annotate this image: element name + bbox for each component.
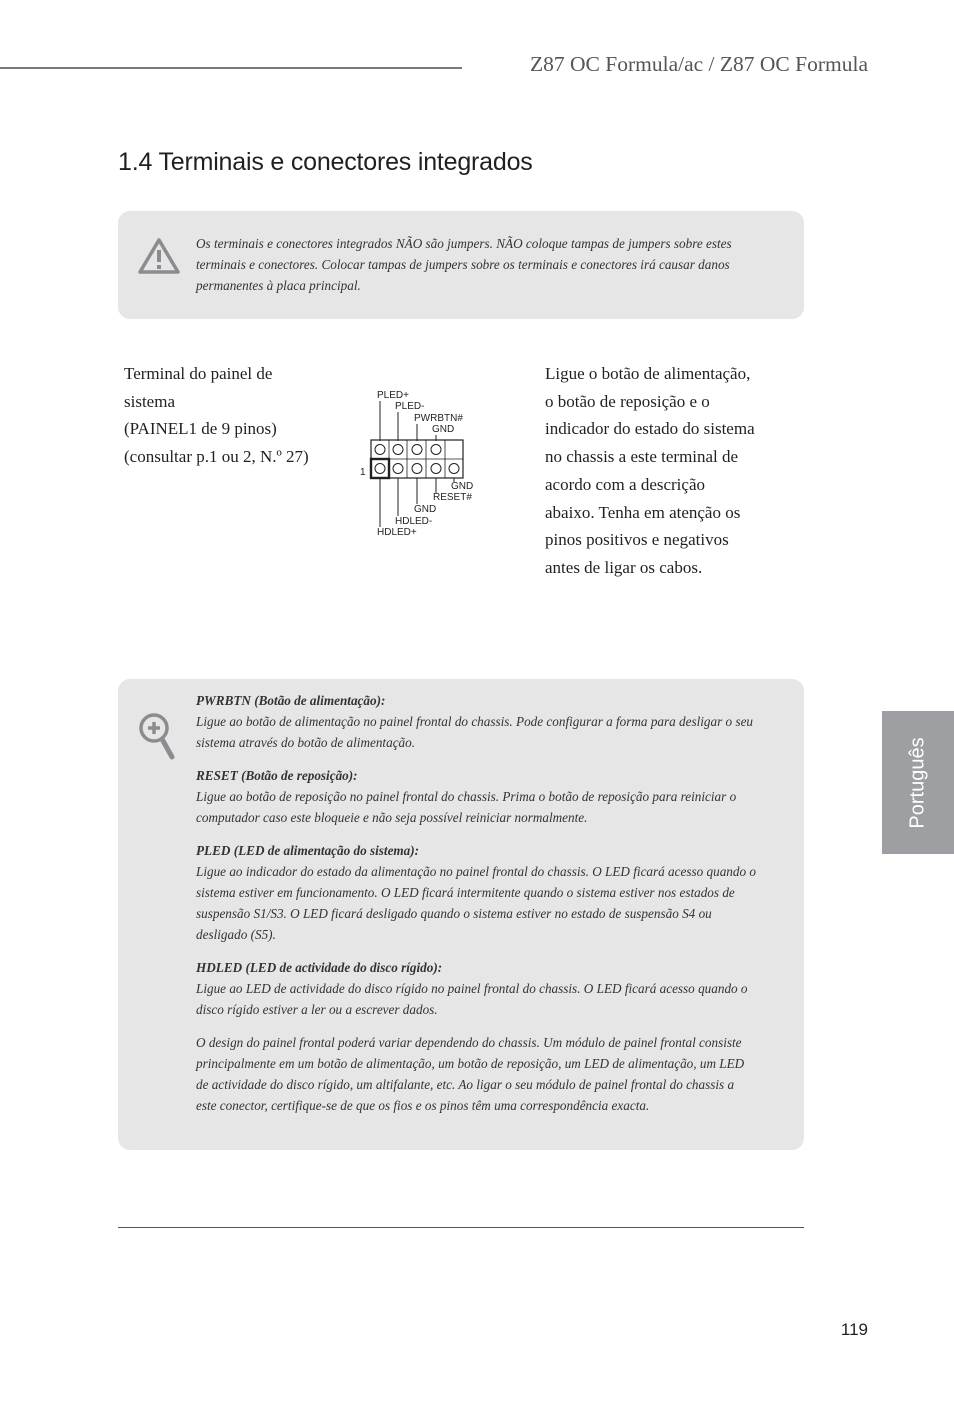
panel-header-pin-diagram xyxy=(355,385,485,545)
label-pled-plus: PLED+ xyxy=(377,390,409,401)
header-description-line: (PAINEL1 de 9 pinos) xyxy=(124,419,277,439)
header-description-line: (consultar p.1 ou 2, N.º 27) xyxy=(124,447,309,467)
note-body: Ligue ao indicador do estado da alimentação no painel frontal do chassis. O LED ficará acesso quando o sistema estiver em funcionamento. O LED ficará intermitente quando o sistema estiver nos estados de suspensão S1/S3. O LED ficará desligado quando o sistema estiver no estado de suspensão S4 ou desligado (S5). xyxy=(196,864,756,942)
warning-text: Os terminais e conectores integrados NÃO são jumpers. NÃO coloque tampas de jumpers sobre estes terminais e conectores. Colocar tampas de jumpers sobre os terminais e conectores irá causar danos permanentes à placa principal. xyxy=(196,236,732,293)
note-body: Ligue ao botão de reposição no painel frontal do chassis. Prima o botão de reposição para reiniciar o computador caso este bloqueie e não seja possível reiniciar normalmente. xyxy=(196,789,737,825)
header-description-line: sistema xyxy=(124,391,175,411)
label-pwrbtn: PWRBTN# xyxy=(414,413,463,424)
note-item-pled xyxy=(196,840,756,945)
label-reset: RESET# xyxy=(433,492,472,503)
note-item-hdled xyxy=(196,957,756,1020)
header-description xyxy=(124,360,354,471)
header-rule xyxy=(0,67,462,69)
note-content xyxy=(196,690,756,1128)
section-title: 1.4 Terminais e conectores integrados xyxy=(118,148,533,176)
page-number: 119 xyxy=(840,1320,868,1339)
note-body: Ligue ao botão de alimentação no painel frontal do chassis. Pode configurar a forma para desligar o seu sistema através do botão de alimentação. xyxy=(196,714,754,750)
label-gnd-bottom: GND xyxy=(414,504,437,515)
label-hdled-minus: HDLED- xyxy=(395,516,433,527)
label-pled-minus: PLED- xyxy=(395,401,425,412)
note-heading: PWRBTN (Botão de alimentação): xyxy=(196,693,386,708)
note-closing: O design do painel frontal poderá variar dependendo do chassis. Um módulo de painel frontal consiste principalmente em um botão de alimentação, um botão de reposição, um LED de alimentação, um LED de actividade do disco rígido, um altifalante, etc. Ao ligar o seu módulo de painel frontal do chassis a este conector, certifique-se de que os fios e os pinos têm uma correspondência exacta. xyxy=(196,1035,745,1113)
note-item-reset xyxy=(196,765,756,828)
language-label: Português xyxy=(906,736,929,829)
manual-title: Z87 OC Formula/ac / Z87 OC Formula xyxy=(530,52,868,76)
note-heading: PLED (LED de alimentação do sistema): xyxy=(196,843,420,858)
label-gnd-bottom-right: GND xyxy=(451,481,474,492)
header-description-line: Terminal do painel de xyxy=(124,364,273,383)
note-heading: HDLED (LED de actividade do disco rígido): xyxy=(196,960,443,975)
connection-instructions: Ligue o botão de alimentação, o botão de reposição e o indicador do estado do sistema no chassis a este terminal de acordo com a descrição abaixo. Tenha em atenção os pinos positivos e negativos antes de ligar os cabos. xyxy=(545,364,755,577)
language-tab xyxy=(882,711,954,854)
note-item-pwrbtn xyxy=(196,690,756,753)
footer-rule xyxy=(118,1227,804,1228)
magnifier-plus-icon xyxy=(137,711,177,761)
pin1-label: 1 xyxy=(360,467,366,478)
note-body: Ligue ao LED de actividade do disco rígido no painel frontal do chassis. O LED ficará acesso quando o disco rígido estiver a ler ou a escrever dados. xyxy=(196,981,748,1017)
label-gnd-top: GND xyxy=(432,424,455,435)
label-hdled-plus: HDLED+ xyxy=(377,527,417,538)
warning-triangle-icon xyxy=(136,236,182,276)
note-heading: RESET (Botão de reposição): xyxy=(196,768,358,783)
